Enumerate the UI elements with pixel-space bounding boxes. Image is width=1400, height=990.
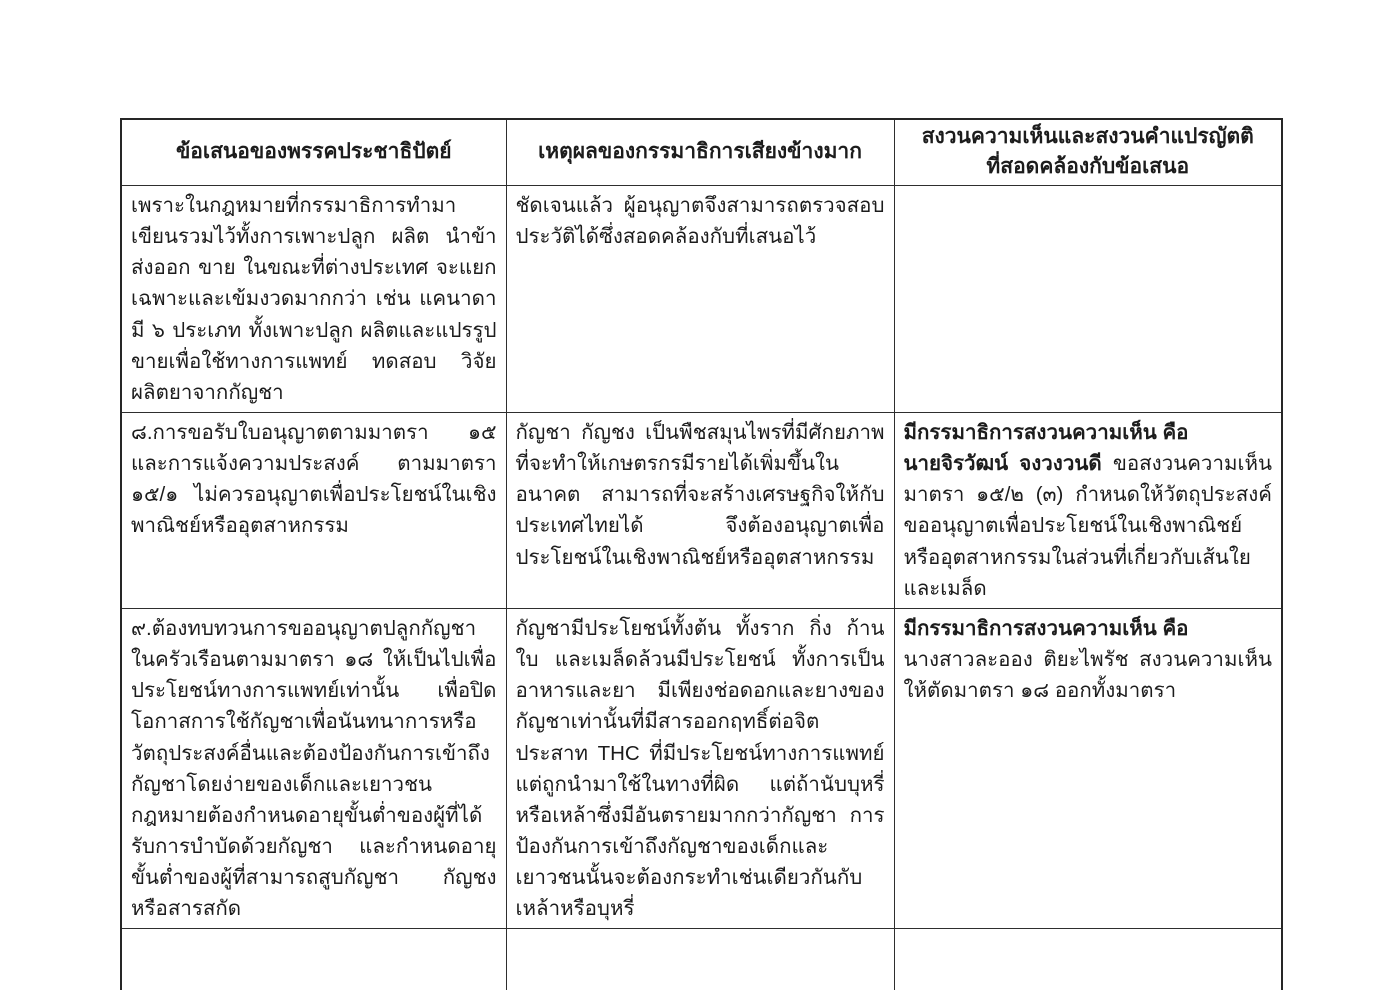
reservation-heading: มีกรรมาธิการสงวนความเห็น คือ <box>903 420 1189 444</box>
header-reason <box>506 119 894 185</box>
reservation-heading: มีกรรมาธิการสงวนความเห็น คือ <box>903 616 1189 640</box>
cell-reason-2: กัญชา กัญชง เป็นพืชสมุนไพรที่มีศักยภาพที่จะทำให้เกษตรกรมีรายได้เพิ่มขึ้นในอนาคต สามารถที่จะสร้างเศรษฐกิจให้กับประเทศไทยได้ จึงต้องอนุญาตเพื่อประโยชน์ในเชิงพาณิชย์หรืออุตสาหกรรม <box>506 412 894 608</box>
header-reservation-label-line1: สงวนความเห็นและสงวนคำแปรญัตติ <box>921 125 1254 148</box>
cell-reservation-1 <box>894 185 1282 412</box>
cell-proposal-1: เพราะในกฎหมายที่กรรมาธิการทำมา เขียนรวมไว้ทั้งการเพาะปลูก ผลิต นำข้า ส่งออก ขาย ในขณะที่ต่างประเทศ จะแยกเฉพาะและเข้มงวดมากกว่า เช่น แคนาดา มี ๖ ประเภท ทั้งเพาะปลูก ผลิตและแปรรูปขายเพื่อใช้ทางการแพทย์ ทดสอบ วิจัย ผลิตยาจากกัญชา <box>121 185 506 412</box>
committee-table <box>120 118 1283 990</box>
cell-empty <box>894 929 1282 990</box>
table-header-row <box>121 119 1282 185</box>
reservation-body <box>904 644 1273 706</box>
cell-reservation-3 <box>894 608 1282 929</box>
cell-proposal-3: ๙.ต้องทบทวนการขออนุญาตปลูกกัญชาในครัวเรือนตามมาตรา ๑๘ ให้เป็นไปเพื่อประโยชน์ทางการแพทย์เท่านั้น เพื่อปิดโอกาสการใช้กัญชาเพื่อนันทนาการหรือวัตถุประสงค์อื่นและต้องป้องกันการเข้าถึงกัญชาโดยง่ายของเด็กและเยาวชน กฎหมายต้องกำหนดอายุขั้นต่ำของผู้ที่ได้รับการบำบัดด้วยกัญชา และกำหนดอายุขั้นต่ำของผู้ที่สามารถสูบกัญชา กัญชง หรือสารสกัด <box>121 608 506 929</box>
header-reservation <box>894 119 1282 185</box>
table-row <box>121 185 1282 412</box>
cell-reason-3: กัญชามีประโยชน์ทั้งต้น ทั้งราก กิ่ง ก้าน ใบ และเมล็ดล้วนมีประโยชน์ ทั้งการเป็นอาหารและยา มีเพียงช่อดอกและยางของกัญชาเท่านั้นที่มีสารออกฤทธิ์ต่อจิตประสาท THC ที่มีประโยชน์ทางการแพทย์ แต่ถูกนำมาใช้ในทางที่ผิด แต่ถ้านับบุหรี่หรือเหล้าซึ่งมีอันตรายมากกว่ากัญชา การป้องกันการเข้าถึงกัญชาของเด็กและเยาวชนนั้นจะต้องกระทำเช่นเดียวกันกับเหล้าหรือบุหรี่ <box>506 608 894 929</box>
cell-reason-1: ชัดเจนแล้ว ผู้อนุญาตจึงสามารถตรวจสอบประวัติได้ซึ่งสอดคล้องกับที่เสนอไว้ <box>506 185 894 412</box>
header-reservation-label-line2: ที่สอดคล้องกับข้อเสนอ <box>986 155 1190 179</box>
reservation-text: นางสาวละออง ติยะไพรัช สงวนความเห็นให้ตัดมาตรา ๑๘ ออกทั้งมาตรา <box>903 648 1272 703</box>
header-proposal <box>121 119 506 185</box>
cell-reservation-2 <box>894 412 1282 608</box>
table-row <box>121 608 1282 929</box>
reservation-member-name: นายจิรวัฒน์ จงวงวนดี <box>903 452 1102 476</box>
cell-empty <box>506 929 894 990</box>
cell-empty <box>121 929 506 990</box>
reservation-text: ขอสงวนความเห็นมาตรา ๑๕/๒ (๓) กำหนดให้วัตถุประสงค์ขออนุญาตเพื่อประโยชน์ในเชิงพาณิชย์หรืออุตสาหกรรมในส่วนที่เกี่ยวกับเส้นใยและเมล็ด <box>903 452 1272 600</box>
reservation-body <box>904 448 1273 604</box>
table-row-empty <box>121 929 1282 990</box>
table-row <box>121 412 1282 608</box>
cell-proposal-2: ๘.การขอรับใบอนุญาตตามมาตรา ๑๕ และการแจ้งความประสงค์ ตามมาตรา ๑๕/๑ ไม่ควรอนุญาตเพื่อประโยชน์ในเชิงพาณิชย์หรืออุตสาหกรรม <box>121 412 506 608</box>
header-reason-label: เหตุผลของกรรมาธิการเสียงข้างมาก <box>538 140 862 164</box>
header-proposal-label: ข้อเสนอของพรรคประชาธิปัตย์ <box>175 140 452 164</box>
